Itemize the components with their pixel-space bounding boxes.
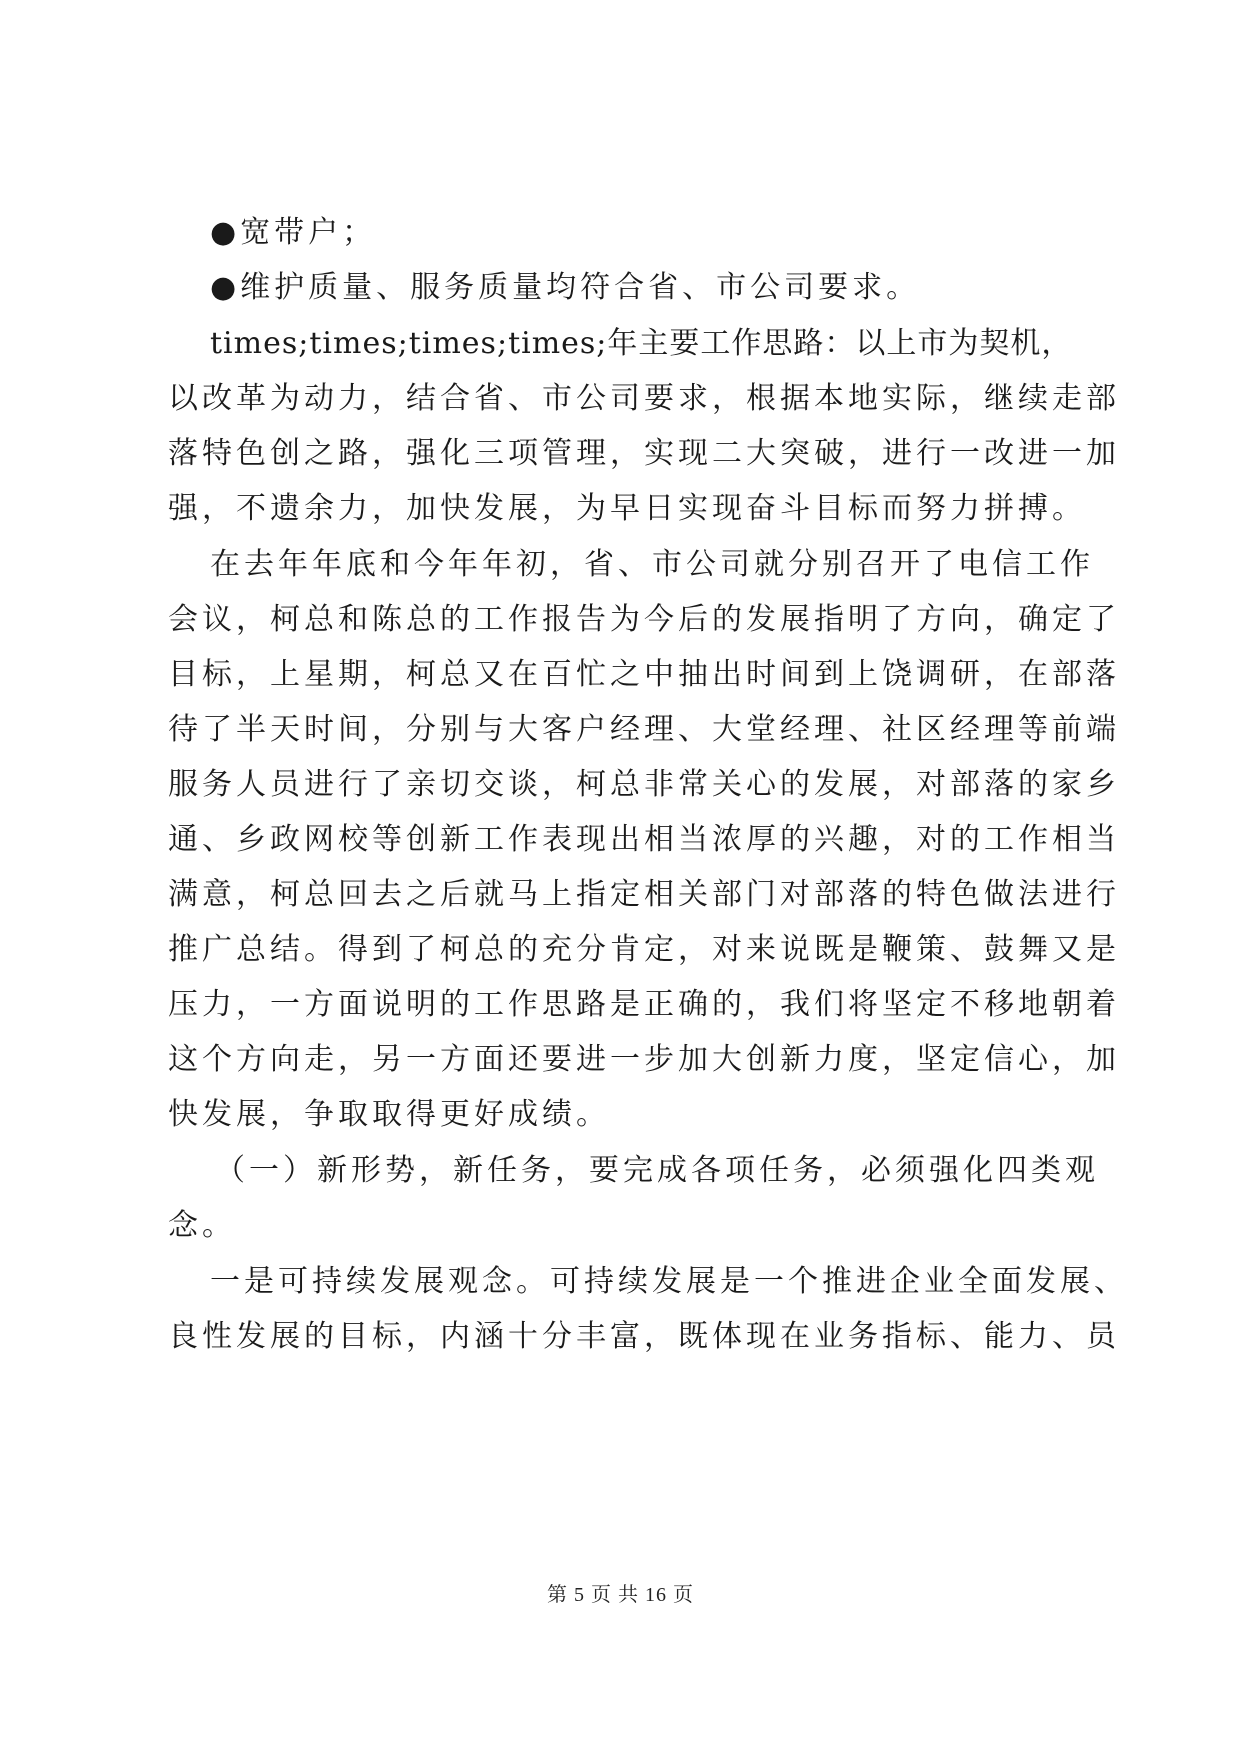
- paragraph-line: 压力，一方面说明的工作思路是正确的，我们将坚定不移地朝着: [168, 987, 1120, 1022]
- bullet-line: ●宽带户；: [210, 215, 377, 250]
- paragraph-line: 推广总结。得到了柯总的充分肯定，对来说既是鞭策、鼓舞又是: [168, 932, 1120, 967]
- paragraph-line: 服务人员进行了亲切交谈，柯总非常关心的发展，对部落的家乡: [168, 767, 1120, 802]
- paragraph-line: 这个方向走，另一方面还要进一步加大创新力度，坚定信心，加: [168, 1042, 1120, 1077]
- page-number-footer: 第 5 页 共 16 页: [547, 1584, 694, 1606]
- section-heading-line: （一）新形势，新任务，要完成各项任务，必须强化四类观: [215, 1153, 1099, 1188]
- paragraph-line: 会议，柯总和陈总的工作报告为今后的发展指明了方向，确定了: [168, 602, 1120, 637]
- paragraph-line: 目标，上星期，柯总又在百忙之中抽出时间到上饶调研，在部落: [168, 657, 1120, 692]
- paragraph-line: 以改革为动力，结合省、市公司要求，根据本地实际，继续走部: [168, 381, 1120, 416]
- paragraph-line: 落特色创之路，强化三项管理，实现二大突破，进行一改进一加: [168, 436, 1120, 471]
- paragraph-line: 在去年年底和今年年初，省、市公司就分别召开了电信工作: [210, 547, 1094, 582]
- bullet-line: ●维护质量、服务质量均符合省、市公司要求。: [210, 270, 921, 305]
- paragraph-line: 通、乡政网校等创新工作表现出相当浓厚的兴趣，对的工作相当: [168, 822, 1120, 857]
- paragraph-line: 强，不遗余力，加快发展，为早日实现奋斗目标而努力拼搏。: [168, 491, 1086, 526]
- section-heading-line: 念。: [168, 1208, 236, 1243]
- paragraph-line: 满意，柯总回去之后就马上指定相关部门对部落的特色做法进行: [168, 877, 1120, 912]
- paragraph-line: times;times;times;times;年主要工作思路：以上市为契机，: [210, 326, 1073, 361]
- paragraph-line: 快发展，争取取得更好成绩。: [168, 1097, 610, 1132]
- paragraph-line: 一是可持续发展观念。可持续发展是一个推进企业全面发展、: [210, 1264, 1128, 1299]
- paragraph-line: 待了半天时间，分别与大客户经理、大堂经理、社区经理等前端: [168, 712, 1120, 747]
- paragraph-line: 良性发展的目标，内涵十分丰富，既体现在业务指标、能力、员: [168, 1319, 1120, 1354]
